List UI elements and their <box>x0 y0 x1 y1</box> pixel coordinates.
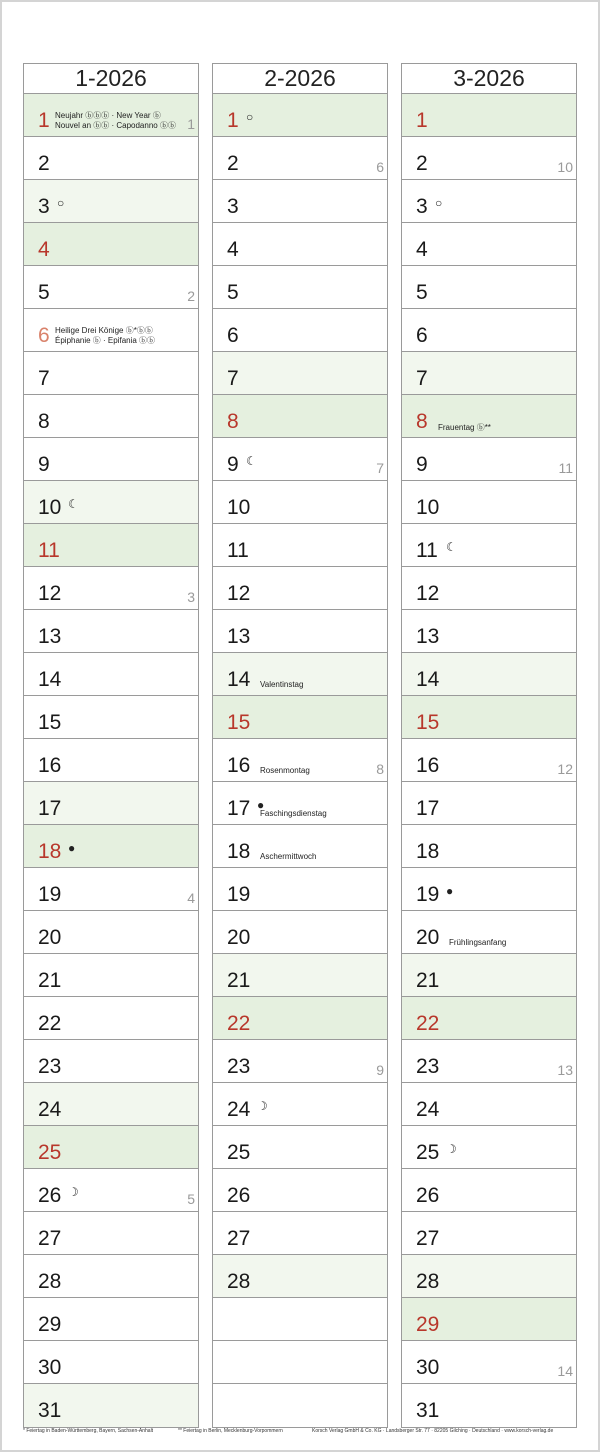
week-number: 3 <box>187 589 195 605</box>
day-number: 19 <box>227 883 251 906</box>
day-number: 11 <box>38 539 60 562</box>
day-number: 2 <box>416 152 428 175</box>
day-number: 28 <box>416 1270 440 1293</box>
day-row <box>213 782 387 825</box>
moon-phase-icon: ☽ <box>446 1142 457 1156</box>
day-row <box>24 1255 198 1298</box>
day-number: 31 <box>416 1399 440 1422</box>
day-row <box>24 1341 198 1384</box>
day-row <box>24 1384 198 1427</box>
day-number: 19 <box>38 883 62 906</box>
day-row <box>213 438 387 481</box>
week-number: 11 <box>558 460 573 476</box>
day-event: Valentinstag <box>260 680 304 689</box>
day-number: 20 <box>38 926 62 949</box>
day-row <box>24 739 198 782</box>
day-number: 16 <box>227 754 251 777</box>
day-number: 11 <box>416 539 438 562</box>
day-row <box>24 352 198 395</box>
day-number: 6 <box>38 324 50 347</box>
day-row <box>213 868 387 911</box>
day-row <box>24 696 198 739</box>
day-row <box>402 911 576 954</box>
week-number: 7 <box>376 460 384 476</box>
day-number: 10 <box>38 496 62 519</box>
day-row <box>402 309 576 352</box>
day-event: Aschermittwoch <box>260 852 317 861</box>
day-number: 27 <box>416 1227 440 1250</box>
day-number: 12 <box>38 582 62 605</box>
day-row <box>213 395 387 438</box>
day-row <box>24 825 198 868</box>
day-row <box>402 1341 576 1384</box>
day-number: 26 <box>38 1184 62 1207</box>
day-list <box>401 93 577 1428</box>
month-title: 3-2026 <box>401 63 577 93</box>
day-number: 2 <box>38 152 50 175</box>
day-number: 23 <box>38 1055 62 1078</box>
day-number: 25 <box>38 1141 62 1164</box>
day-row <box>24 954 198 997</box>
day-row <box>24 1169 198 1212</box>
day-number: 24 <box>416 1098 440 1121</box>
day-row <box>402 180 576 223</box>
day-number: 5 <box>38 281 50 304</box>
day-row <box>24 309 198 352</box>
day-row <box>402 137 576 180</box>
moon-phase-icon: ● <box>257 798 265 812</box>
day-number: 9 <box>227 453 239 476</box>
day-number: 5 <box>227 281 239 304</box>
day-row <box>24 1212 198 1255</box>
day-row <box>402 868 576 911</box>
day-row <box>24 1040 198 1083</box>
day-row <box>213 309 387 352</box>
day-number: 23 <box>227 1055 251 1078</box>
day-number: 17 <box>227 797 251 820</box>
day-row <box>402 1040 576 1083</box>
day-row <box>402 1083 576 1126</box>
day-number: 8 <box>227 410 239 433</box>
day-row <box>213 997 387 1040</box>
day-row <box>213 696 387 739</box>
day-number: 9 <box>416 453 428 476</box>
day-row <box>213 266 387 309</box>
holiday-label: Heilige Drei Könige ⓑ*ⓑⓑ <box>55 326 153 335</box>
day-list <box>212 93 388 1428</box>
moon-phase-icon: ☽ <box>257 1099 268 1113</box>
day-row <box>402 1255 576 1298</box>
day-number: 1 <box>38 109 50 132</box>
day-number: 17 <box>38 797 62 820</box>
day-row <box>402 1212 576 1255</box>
day-number: 22 <box>38 1012 62 1035</box>
week-number: 9 <box>376 1062 384 1078</box>
day-list <box>23 93 199 1428</box>
day-number: 27 <box>38 1227 62 1250</box>
day-number: 29 <box>416 1313 440 1336</box>
day-row <box>402 438 576 481</box>
day-number: 14 <box>416 668 440 691</box>
moon-phase-icon: ☾ <box>68 497 79 511</box>
day-row <box>24 94 198 137</box>
footer-publisher: Korsch Verlag GmbH & Co. KG · Landsberger Str. 77 · 82205 Gilching · Deutschland · www.korsch-verlag.de <box>312 1428 554 1434</box>
day-number: 22 <box>227 1012 251 1035</box>
day-row <box>402 782 576 825</box>
day-row <box>213 1384 387 1427</box>
day-number: 21 <box>227 969 251 992</box>
day-row <box>24 1083 198 1126</box>
day-row <box>24 868 198 911</box>
day-row <box>213 911 387 954</box>
day-number: 6 <box>227 324 239 347</box>
day-row <box>24 395 198 438</box>
day-event: Frühlingsanfang <box>449 938 507 947</box>
day-row <box>213 653 387 696</box>
day-number: 18 <box>38 840 62 863</box>
day-number: 3 <box>227 195 239 218</box>
day-row <box>24 481 198 524</box>
day-number: 8 <box>38 410 50 433</box>
day-number: 7 <box>38 367 50 390</box>
day-number: 4 <box>38 238 50 261</box>
day-number: 27 <box>227 1227 251 1250</box>
month-january <box>23 63 199 1428</box>
day-number: 3 <box>38 195 50 218</box>
month-title: 2-2026 <box>212 63 388 93</box>
day-row <box>402 1169 576 1212</box>
day-row <box>402 223 576 266</box>
day-number: 18 <box>416 840 440 863</box>
day-number: 28 <box>227 1270 251 1293</box>
day-number: 14 <box>38 668 62 691</box>
day-number: 30 <box>416 1356 440 1379</box>
day-row <box>402 1126 576 1169</box>
footer-note-1: * Feiertag in Baden-Württemberg, Bayern, Sachsen-Anhalt <box>23 1428 154 1434</box>
moon-phase-icon: ☽ <box>68 1185 79 1199</box>
day-row <box>24 524 198 567</box>
moon-phase-icon: ☾ <box>246 454 257 468</box>
day-number: 8 <box>416 410 428 433</box>
day-row <box>213 954 387 997</box>
day-row <box>213 1212 387 1255</box>
day-number: 14 <box>227 668 251 691</box>
day-row <box>402 567 576 610</box>
week-number: 4 <box>187 890 195 906</box>
day-number: 7 <box>227 367 239 390</box>
day-row <box>213 524 387 567</box>
holiday-label: Épiphanie ⓑ · Epifania ⓑⓑ <box>55 336 156 345</box>
day-number: 26 <box>416 1184 440 1207</box>
day-number: 15 <box>416 711 440 734</box>
day-row <box>24 1298 198 1341</box>
month-february <box>212 63 388 1428</box>
day-row <box>213 352 387 395</box>
week-number: 10 <box>557 159 573 175</box>
day-number: 1 <box>227 109 239 132</box>
day-row <box>24 567 198 610</box>
day-row <box>213 1169 387 1212</box>
day-number: 5 <box>416 281 428 304</box>
day-row <box>213 481 387 524</box>
day-row <box>213 739 387 782</box>
day-row <box>24 997 198 1040</box>
day-number: 21 <box>416 969 440 992</box>
day-row <box>213 1255 387 1298</box>
day-event: Faschingsdienstag <box>260 809 327 818</box>
day-row <box>213 180 387 223</box>
day-number: 25 <box>416 1141 440 1164</box>
week-number: 1 <box>187 116 195 132</box>
day-row <box>402 266 576 309</box>
day-number: 1 <box>416 109 428 132</box>
day-number: 28 <box>38 1270 62 1293</box>
day-row <box>402 954 576 997</box>
moon-phase-icon: ○ <box>246 110 254 124</box>
day-row <box>24 266 198 309</box>
day-row <box>402 997 576 1040</box>
day-row <box>213 137 387 180</box>
day-number: 10 <box>227 496 251 519</box>
day-row <box>24 782 198 825</box>
day-row <box>24 1126 198 1169</box>
day-number: 11 <box>227 539 249 562</box>
day-row <box>213 1126 387 1169</box>
day-number: 4 <box>227 238 239 261</box>
moon-phase-icon: ○ <box>57 196 65 210</box>
day-row <box>24 653 198 696</box>
day-event: Frauentag ⓑ** <box>438 423 491 432</box>
week-number: 12 <box>557 761 573 777</box>
day-number: 21 <box>38 969 62 992</box>
day-row <box>24 438 198 481</box>
day-number: 24 <box>227 1098 251 1121</box>
day-row <box>402 825 576 868</box>
day-row <box>213 610 387 653</box>
day-number: 7 <box>416 367 428 390</box>
day-number: 2 <box>227 152 239 175</box>
day-number: 18 <box>227 840 251 863</box>
day-event: Rosenmontag <box>260 766 310 775</box>
day-number: 26 <box>227 1184 251 1207</box>
moon-phase-icon: ☾ <box>446 540 457 554</box>
day-number: 13 <box>227 625 251 648</box>
day-number: 6 <box>416 324 428 347</box>
day-row <box>402 94 576 137</box>
day-row <box>402 524 576 567</box>
day-number: 31 <box>38 1399 62 1422</box>
day-number: 12 <box>227 582 251 605</box>
day-row <box>402 1298 576 1341</box>
day-row <box>213 1083 387 1126</box>
day-number: 9 <box>38 453 50 476</box>
month-march <box>401 63 577 1428</box>
week-number: 5 <box>187 1191 195 1207</box>
day-number: 15 <box>38 711 62 734</box>
day-row <box>24 180 198 223</box>
day-number: 3 <box>416 195 428 218</box>
day-row <box>402 1384 576 1427</box>
month-title: 1-2026 <box>23 63 199 93</box>
day-row <box>213 1040 387 1083</box>
day-number: 24 <box>38 1098 62 1121</box>
day-row <box>24 137 198 180</box>
day-number: 23 <box>416 1055 440 1078</box>
holiday-label: Nouvel an ⓑⓑ · Capodanno ⓑⓑ <box>55 121 176 130</box>
day-number: 25 <box>227 1141 251 1164</box>
day-row <box>213 825 387 868</box>
day-number: 13 <box>38 625 62 648</box>
day-row <box>402 352 576 395</box>
week-number: 6 <box>376 159 384 175</box>
day-row <box>402 739 576 782</box>
day-number: 16 <box>38 754 62 777</box>
day-row <box>24 223 198 266</box>
day-number: 10 <box>416 496 440 519</box>
day-row <box>213 94 387 137</box>
day-row <box>402 653 576 696</box>
day-number: 19 <box>416 883 440 906</box>
day-number: 16 <box>416 754 440 777</box>
week-number: 8 <box>376 761 384 777</box>
day-number: 20 <box>416 926 440 949</box>
day-row <box>213 1341 387 1384</box>
day-row <box>213 1298 387 1341</box>
day-row <box>213 223 387 266</box>
day-number: 29 <box>38 1313 62 1336</box>
day-row <box>402 395 576 438</box>
day-row <box>402 481 576 524</box>
week-number: 14 <box>557 1363 573 1379</box>
day-number: 15 <box>227 711 251 734</box>
day-number: 12 <box>416 582 440 605</box>
moon-phase-icon: ● <box>68 841 76 855</box>
moon-phase-icon: ● <box>446 884 454 898</box>
moon-phase-icon: ○ <box>435 196 443 210</box>
day-row <box>24 610 198 653</box>
day-number: 22 <box>416 1012 440 1035</box>
day-number: 4 <box>416 238 428 261</box>
day-row <box>402 696 576 739</box>
day-row <box>24 911 198 954</box>
week-number: 13 <box>557 1062 573 1078</box>
day-number: 20 <box>227 926 251 949</box>
day-number: 17 <box>416 797 440 820</box>
day-row <box>213 567 387 610</box>
day-number: 13 <box>416 625 440 648</box>
week-number: 2 <box>187 288 195 304</box>
day-number: 30 <box>38 1356 62 1379</box>
holiday-label: Neujahr ⓑⓑⓑ · New Year ⓑ <box>55 111 161 120</box>
footer-note-2: ** Feiertag in Berlin, Mecklenburg-Vorpommern <box>178 1428 283 1434</box>
day-row <box>402 610 576 653</box>
